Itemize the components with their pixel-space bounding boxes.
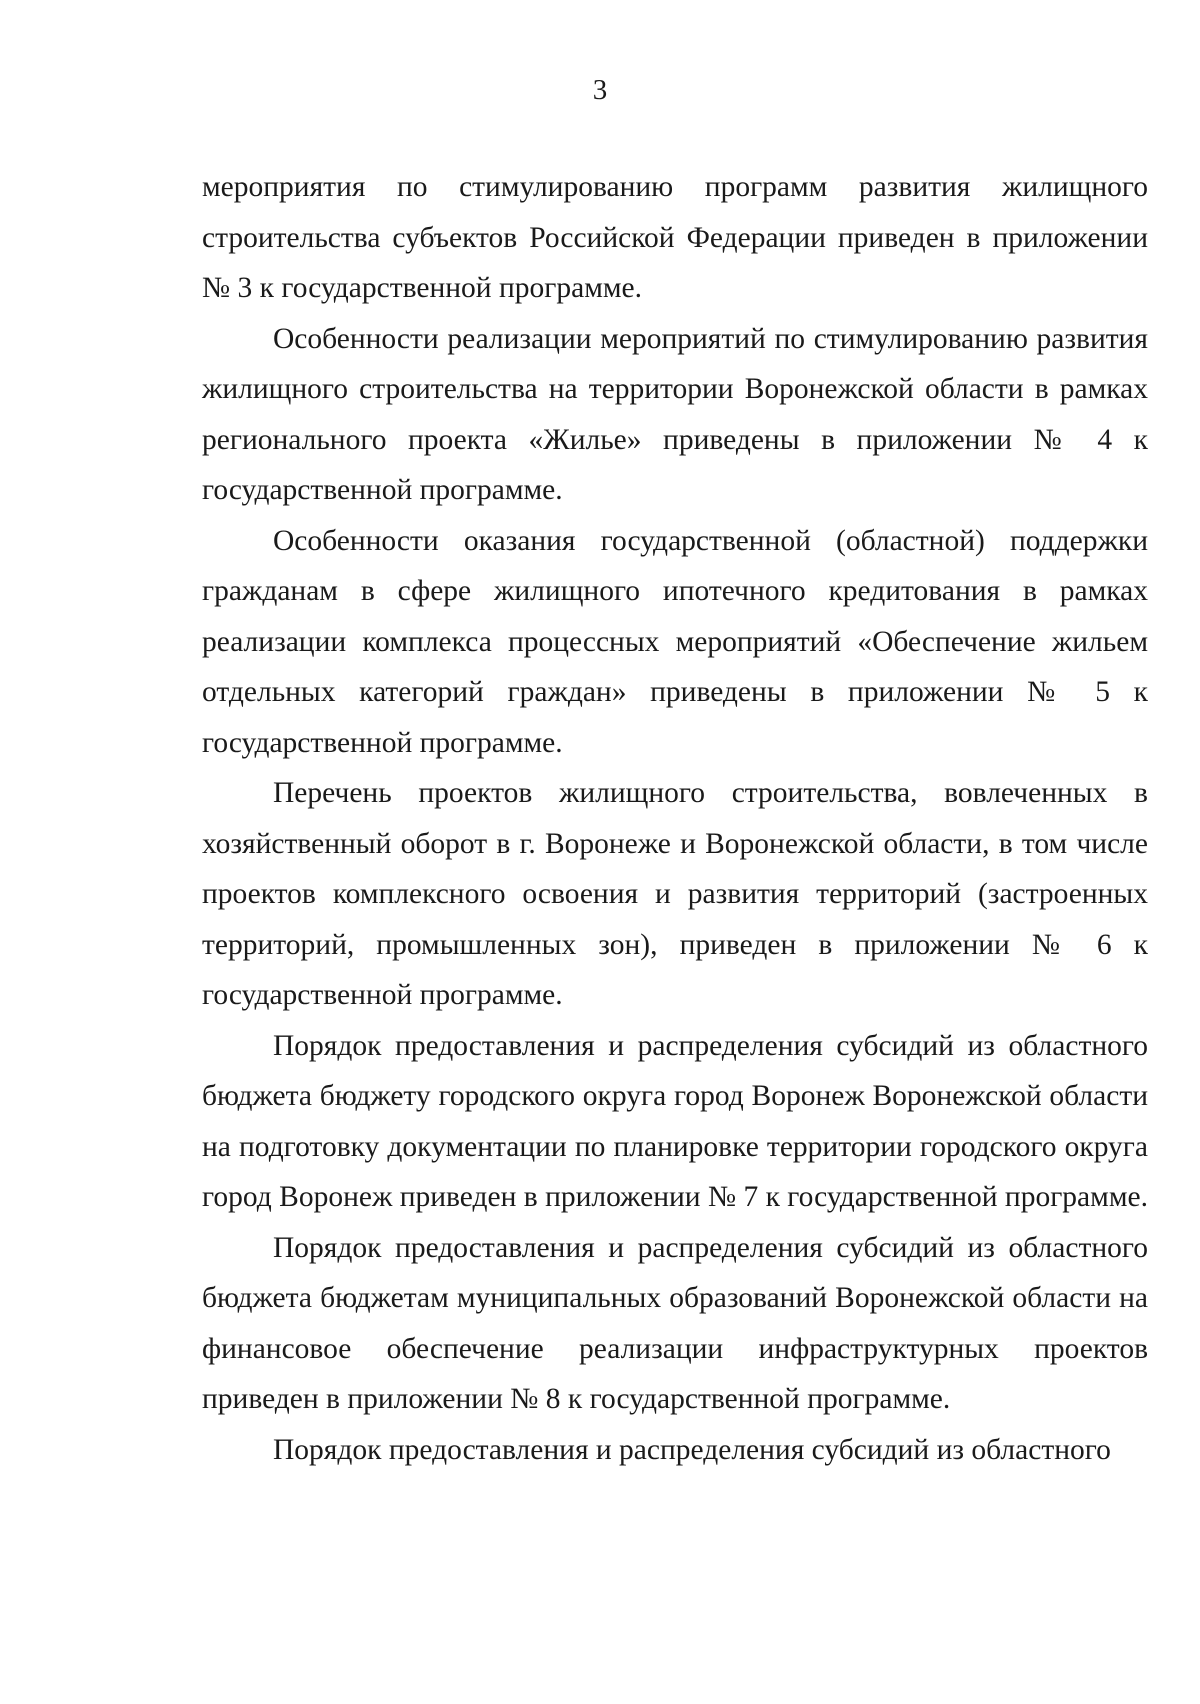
paragraph-7: Порядок предоставления и распределения субсидий из областного — [273, 1433, 1111, 1466]
paragraph-5: Порядок предоставления и распределения субсидий из областного бюджета бюджету городского округа город Воронеж Воронежской области на подготовку документации по планировке территории городского округа город Воронеж приведен в приложении № 7 к государственной программе. — [202, 1029, 1148, 1213]
paragraph-3: Особенности оказания государственной (областной) поддержки гражданам в сфере жилищного ипотечного кредитования в рамках реализации комплекса процессных мероприятий «Обеспечение жильем отдельных категорий граждан» приведены в приложении № 5 к государственной программе. — [202, 524, 1148, 759]
paragraph-6: Порядок предоставления и распределения субсидий из областного бюджета бюджетам муниципальных образований Воронежской области на финансовое обеспечение реализации инфраструктурных проектов приведен в приложении № 8 к государственной программе. — [202, 1231, 1148, 1415]
paragraph-2: Особенности реализации мероприятий по стимулированию развития жилищного строительства на территории Воронежской области в рамках регионального проекта «Жилье» приведены в приложении № 4 к государственной программе. — [202, 322, 1148, 506]
document-body — [202, 162, 1148, 1475]
page-number: 3 — [592, 74, 608, 106]
paragraph-1: мероприятия по стимулированию программ развития жилищного строительства субъектов Российской Федерации приведен в приложении № 3 к государственной программе. — [202, 171, 1148, 304]
paragraph-4: Перечень проектов жилищного строительства, вовлеченных в хозяйственный оборот в г. Воронеже и Воронежской области, в том числе проектов комплексного освоения и развития территорий (застроенных территорий, промышленных зон), приведен в приложении № 6 к государственной программе. — [202, 777, 1148, 1011]
